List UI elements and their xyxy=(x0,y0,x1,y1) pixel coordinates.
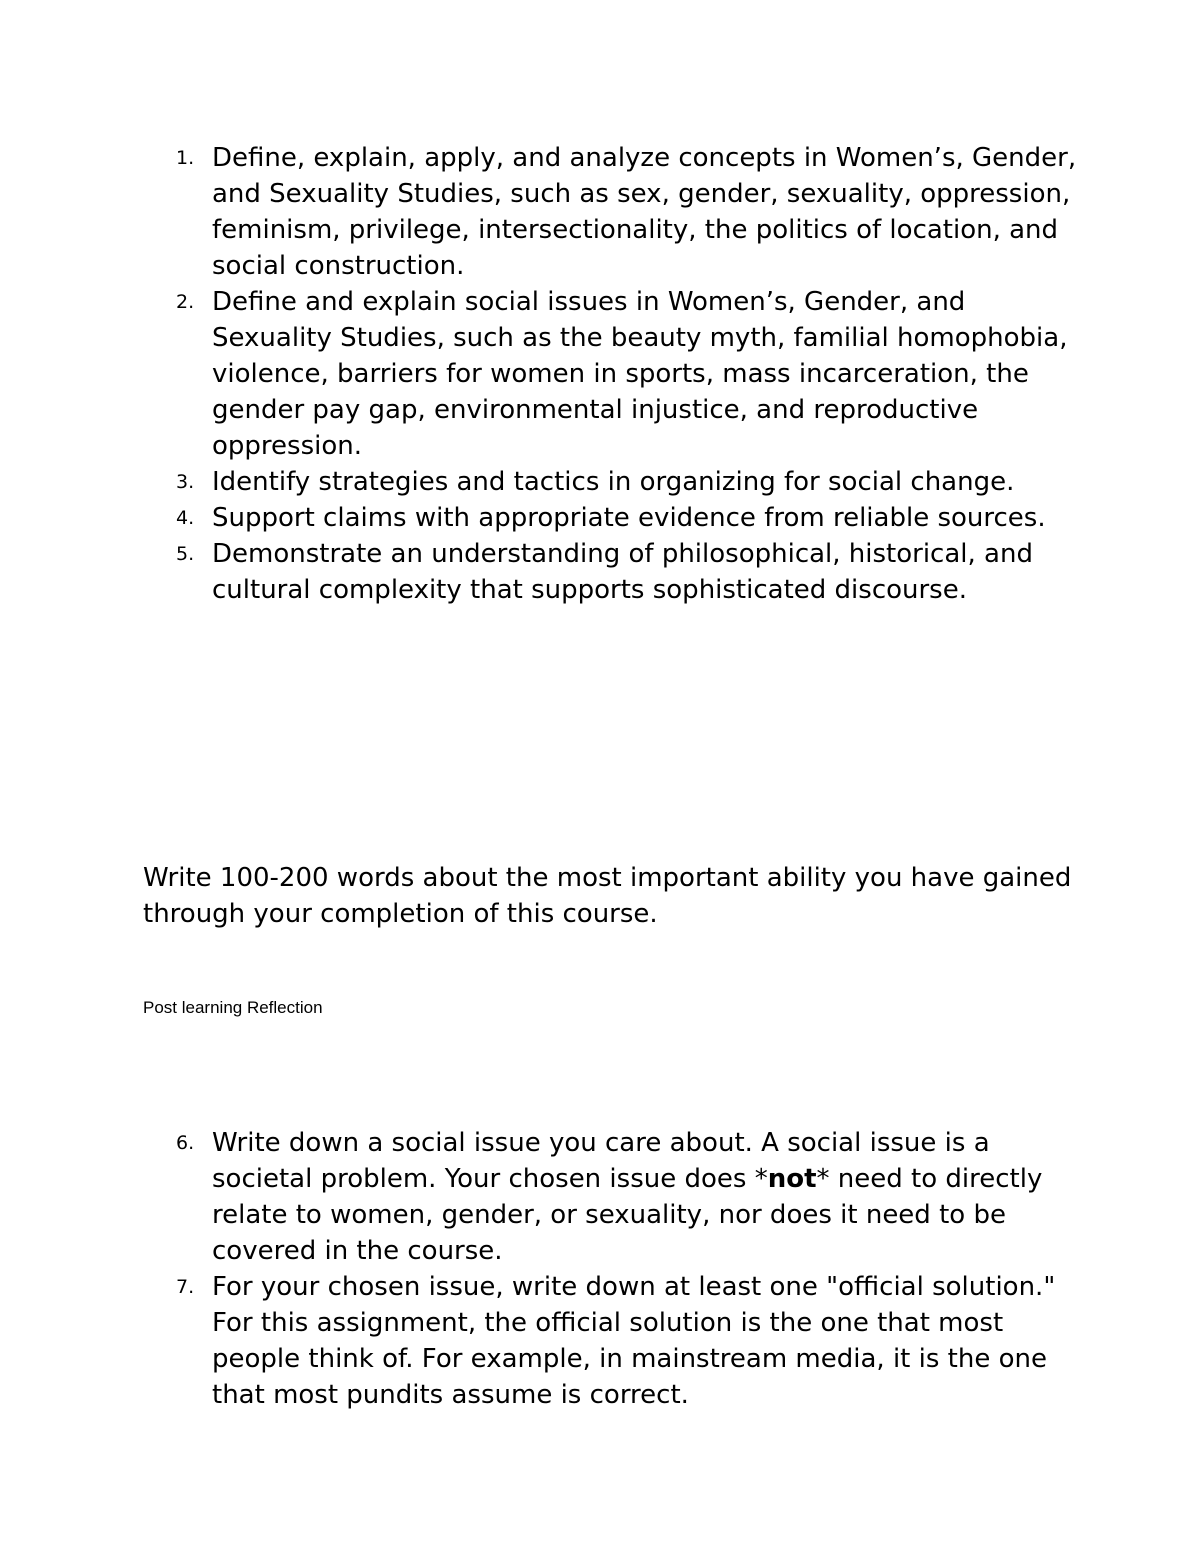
list-item xyxy=(176,464,1092,500)
section-label: Post learning Reflection xyxy=(143,998,323,1017)
list-number: 5. xyxy=(176,543,195,565)
reflection-prompt: Write 100-200 words about the most important ability you have gained through your completion of this course. xyxy=(143,863,1072,929)
list-item xyxy=(176,536,1092,608)
learning-objectives-list xyxy=(176,140,1092,608)
list-number: 7. xyxy=(176,1276,195,1298)
list-item-text: Define, explain, apply, and analyze concepts in Women’s, Gender, and Sexuality Studies, such as sex, gender, sexuality, oppression, feminism, privilege, intersectionality, the politics of location, and social construction. xyxy=(212,143,1077,281)
list-item-text: Identify strategies and tactics in organizing for social change. xyxy=(212,467,1015,497)
list-item-text-before: Write down a social issue you care about. A social issue is a societal problem. Your chosen issue does * xyxy=(212,1128,990,1194)
list-item-text: Define and explain social issues in Women’s, Gender, and Sexuality Studies, such as the beauty myth, familial homophobia, violence, barriers for women in sports, mass incarceration, the gender pay gap, environmental injustice, and reproductive oppression. xyxy=(212,287,1068,461)
list-number: 1. xyxy=(176,147,195,169)
assignment-questions-list xyxy=(176,1125,1092,1413)
list-number: 6. xyxy=(176,1132,195,1154)
list-item xyxy=(176,500,1092,536)
list-item-text: Support claims with appropriate evidence from reliable sources. xyxy=(212,503,1046,533)
list-number: 3. xyxy=(176,471,195,493)
list-number: 4. xyxy=(176,507,195,529)
list-item-text: For your chosen issue, write down at least one "official solution." For this assignment, the official solution is the one that most people think of. For example, in mainstream media, it is the one that most pundits assume is correct. xyxy=(212,1272,1056,1410)
list-item xyxy=(176,1269,1092,1413)
list-item-text: Demonstrate an understanding of philosophical, historical, and cultural complexity that supports sophisticated discourse. xyxy=(212,539,1033,605)
list-item xyxy=(176,284,1092,464)
list-item-text-bold: not xyxy=(767,1164,817,1194)
list-number: 2. xyxy=(176,291,195,313)
list-item xyxy=(176,140,1092,284)
list-item-text-after: * need to directly relate to women, gender, or sexuality, nor does it need to be covered in the course. xyxy=(212,1164,1043,1266)
list-item xyxy=(176,1125,1092,1269)
